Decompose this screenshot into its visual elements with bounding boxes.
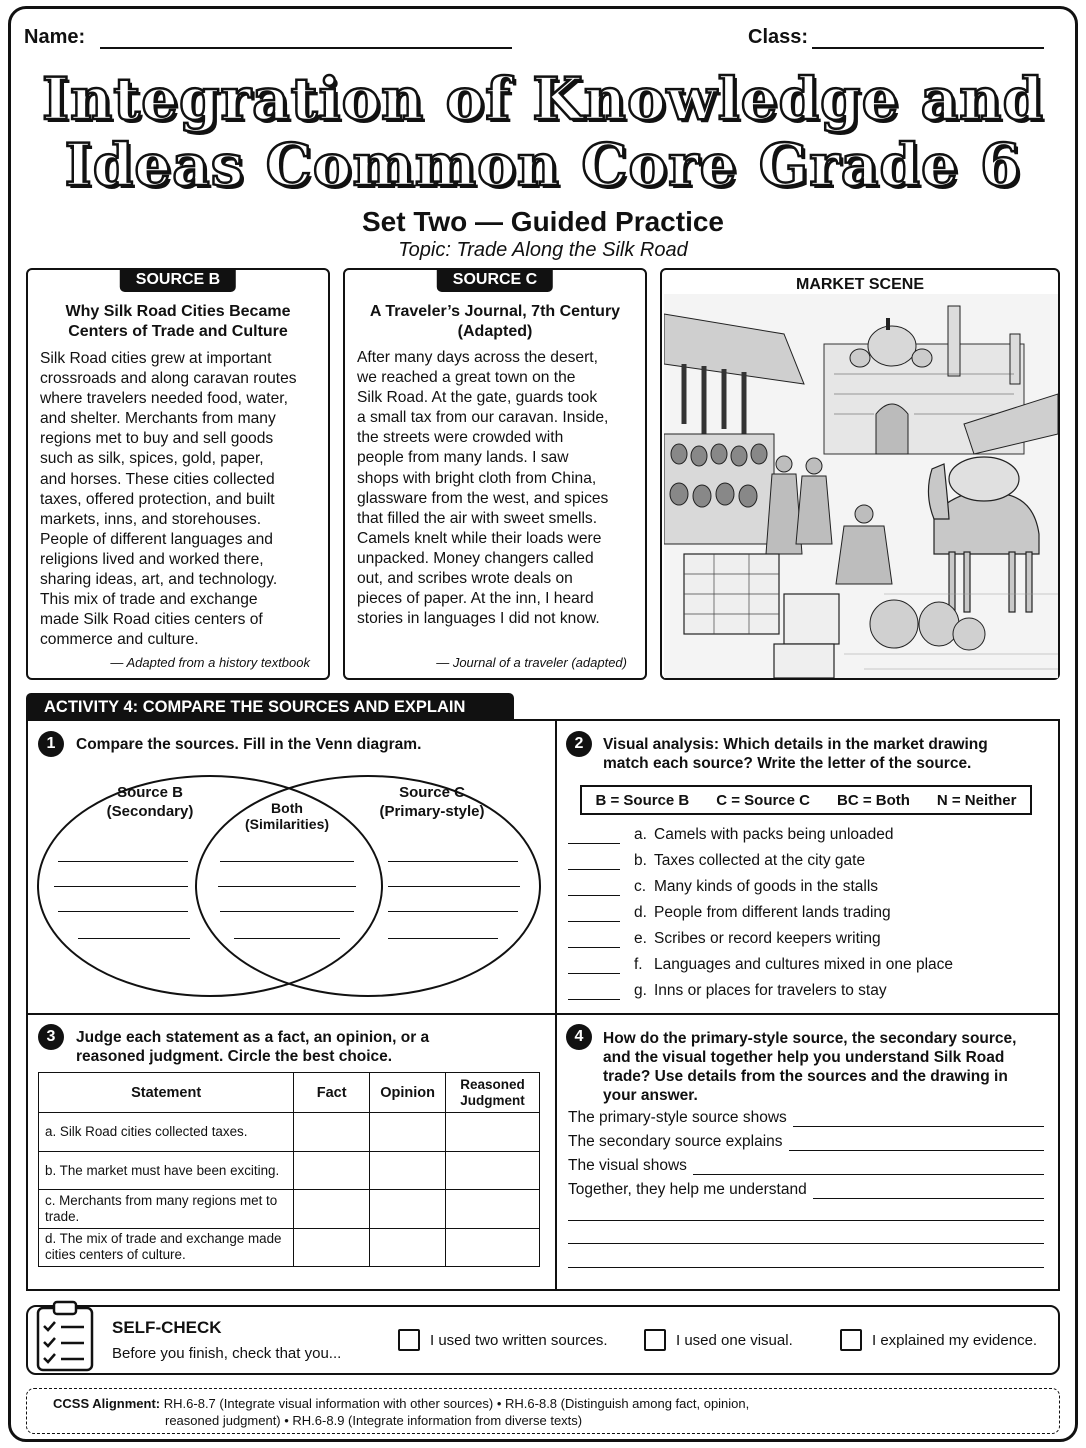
reasoned-cell[interactable] [446,1113,540,1152]
statement-cell: d. The mix of trade and exchange made cities centers of culture. [39,1228,294,1267]
reasoned-cell[interactable] [446,1151,540,1190]
page-topic: Topic: Trade Along the Silk Road [398,239,688,261]
question-1-prompt: Compare the sources. Fill in the Venn diagram. [76,736,422,753]
question-4-prompt: How do the primary-style source, the secondary source, and the visual together help you understand Silk Road trade? Use details from the sources and the drawing in your answer. [603,1030,1017,1104]
class-label: Class: [748,26,809,48]
answer-stem: The secondary source explains [568,1133,1044,1151]
matching-item: c. Many kinds of goods in the stalls [568,878,878,896]
answer-key-box [580,785,1032,815]
source-b-panel [26,268,330,680]
market-scene-heading: MARKET SCENE [795,276,924,293]
answer-blank[interactable] [568,960,620,974]
answer-line[interactable] [568,1220,1044,1221]
self-check-title: SELF-CHECK [112,1318,222,1337]
answer-blank[interactable] [568,830,620,844]
source-b-citation: — Adapted from a history textbook [110,655,310,670]
statement-cell: c. Merchants from many regions met to trade. [39,1190,294,1229]
answer-blank[interactable] [568,986,620,1000]
matching-item: a. Camels with packs being unloaded [568,826,894,844]
answer-blank[interactable] [568,882,620,896]
class-field[interactable] [812,47,1044,49]
question-3-prompt: Judge each statement as a fact, an opinion, or a reasoned judgment. Circle the best choice. [76,1029,430,1065]
answer-line[interactable] [568,1243,1044,1244]
ccss-line-1: RH.6-8.7 (Integrate visual information with other sources) • RH.6-8.8 (Distinguish among fact, opinion, [163,1396,750,1411]
source-c-heading: A Traveler’s Journal, 7th Century (Adapted) [369,303,621,340]
venn-left-line[interactable] [78,938,190,939]
answer-line[interactable] [813,1185,1044,1199]
ccss-label: CCSS Alignment: [53,1396,161,1411]
fact-cell[interactable] [294,1228,370,1267]
answer-stem: Together, they help me understand [568,1181,1044,1199]
answer-line[interactable] [693,1161,1044,1175]
self-check-subtitle: Before you finish, check that you... [112,1345,342,1362]
grid-vertical-divider [555,721,557,1289]
venn-middle-label: Both (Similarities) [244,800,330,832]
source-b-body: Silk Road cities grew at important crossroads and along caravan routes where travelers needed food, water, and shelter. Merchants from many regions met to buy and sell goods such as silk, spices, gold, paper, and horses. These cities collected taxes, offered protection, and built markets, inns, and storehouses. People of different languages and religions lived and worked there, sharing ideas, art, and technology. This mix of trade and exchange made Silk Road cities centers of commerce and culture. [40,350,297,649]
checkbox[interactable] [840,1329,862,1351]
venn-right-line[interactable] [388,911,518,912]
source-c-citation: — Journal of a traveler (adapted) [436,655,627,670]
key-item: BC = Both [836,791,910,809]
venn-middle-line[interactable] [218,886,356,887]
source-c-body: After many days across the desert, we reached a great town on the Silk Road. At the gate, guards took a small tax from our caravan. Inside, the streets were crowded with people from many lands. I saw shops with bright cloth from China, glassware from the west, and spices that filled the air with sweet smells. Camels knelt while their loads were unpacked. Money changers called out, and scribes wrote deals on pieces of paper. At the inn, I heard stories in languages I did not know. [357,349,609,628]
ccss-line-2: reasoned judgment) • RH.6-8.9 (Integrate information from diverse texts) [165,1413,583,1428]
matching-item: f. Languages and cultures mixed in one place [568,956,953,974]
question-3-number: 3 [38,1024,64,1050]
matching-item: e. Scribes or record keepers writing [568,930,881,948]
ccss-alignment [26,1388,1060,1434]
venn-middle-line[interactable] [234,938,340,939]
page-subtitle: Set Two — Guided Practice [361,206,724,237]
venn-right-line[interactable] [388,886,520,887]
venn-right-label: Source C (Primary-style) [379,784,485,820]
key-item: C = Source C [716,791,811,809]
fact-cell[interactable] [294,1190,370,1229]
col-reasoned-judgment: Reasoned Judgment [446,1073,540,1113]
self-check-item[interactable]: I explained my evidence. [840,1329,1037,1351]
reasoned-cell[interactable] [446,1228,540,1267]
checkbox[interactable] [644,1329,666,1351]
question-4-number: 4 [566,1024,592,1050]
venn-middle-line[interactable] [220,861,354,862]
opinion-cell[interactable] [370,1151,446,1190]
question-2-prompt: Visual analysis: Which details in the market drawing match each source? Write the letter of the source. [603,736,988,772]
col-statement: Statement [39,1073,294,1113]
table-row [39,1151,540,1190]
matching-item: b. Taxes collected at the city gate [568,852,865,870]
reasoned-cell[interactable] [446,1190,540,1229]
source-c-panel [343,268,647,680]
venn-middle-line[interactable] [220,911,354,912]
page-title-line-2: Ideas Common Core Grade 6 [64,131,1022,199]
market-scene-panel [660,268,1060,680]
opinion-cell[interactable] [370,1228,446,1267]
opinion-cell[interactable] [370,1190,446,1229]
question-1-number: 1 [38,731,64,757]
key-item: N = Neither [936,791,1017,809]
answer-stem: The primary-style source shows [568,1109,1044,1127]
page-title-line-1: Integration of Knowledge and [41,65,1045,133]
answer-blank[interactable] [568,908,620,922]
answer-line[interactable] [789,1137,1044,1151]
source-b-tab: SOURCE B [120,268,236,292]
activity-4-tab: ACTIVITY 4: COMPARE THE SOURCES AND EXPLAIN [26,693,514,721]
table-row [39,1113,540,1152]
venn-left-line[interactable] [58,911,188,912]
venn-left-line[interactable] [58,861,188,862]
answer-stem: The visual shows [568,1157,1044,1175]
self-check-item[interactable]: I used one visual. [644,1329,793,1351]
venn-left-line[interactable] [54,886,188,887]
answer-line[interactable] [568,1267,1044,1268]
table-row [39,1190,540,1229]
venn-left-label: Source B (Secondary) [106,784,194,820]
source-c-tab: SOURCE C [437,268,553,292]
market-scene-illustration [664,294,1058,678]
name-label: Name: [24,26,86,48]
fact-cell[interactable] [294,1151,370,1190]
source-b-heading: Why Silk Road Cities Became Centers of Trade and Culture [65,303,291,340]
answer-blank[interactable] [568,934,620,948]
col-fact: Fact [294,1073,370,1113]
statement-cell: a. Silk Road cities collected taxes. [39,1113,294,1152]
judgment-table [38,1072,540,1267]
statement-cell: b. The market must have been exciting. [39,1151,294,1190]
table-row [39,1228,540,1267]
clipboard-checklist-icon [34,1298,98,1374]
answer-blank[interactable] [568,856,620,870]
venn-right-line[interactable] [388,861,518,862]
name-field[interactable] [100,47,512,49]
col-opinion: Opinion [370,1073,446,1113]
matching-item: g. Inns or places for travelers to stay [568,982,887,1000]
key-item: B = Source B [595,791,690,809]
question-2-number: 2 [566,731,592,757]
self-check-item[interactable]: I used two written sources. [398,1329,608,1351]
matching-item: d. People from different lands trading [568,904,891,922]
venn-right-line[interactable] [388,938,498,939]
fact-cell[interactable] [294,1113,370,1152]
answer-line[interactable] [793,1113,1044,1127]
checkbox[interactable] [398,1329,420,1351]
opinion-cell[interactable] [370,1113,446,1152]
